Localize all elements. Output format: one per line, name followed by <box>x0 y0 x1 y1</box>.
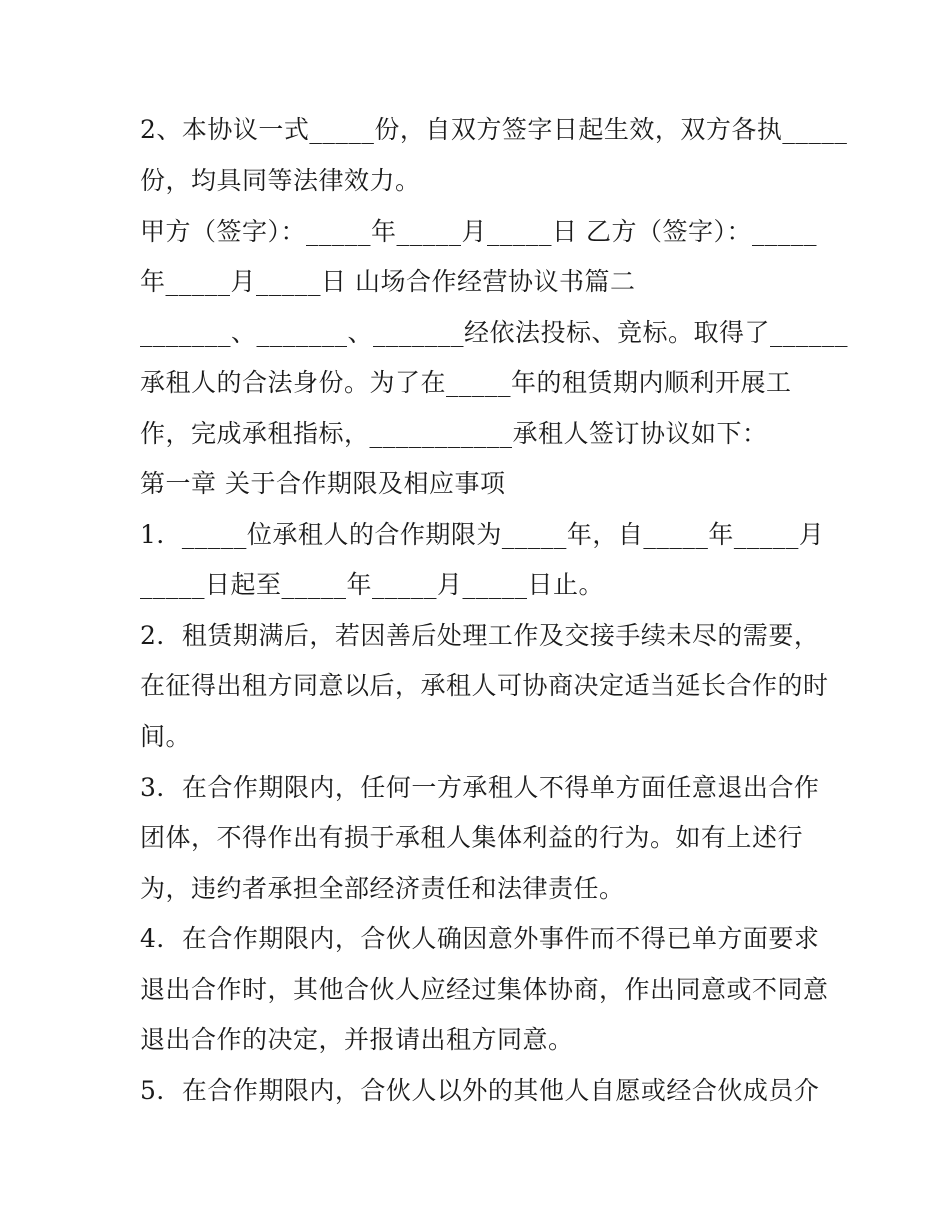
text-line: 年_____月_____日 山场合作经营协议书篇二 <box>140 267 636 296</box>
text-line: 作，完成承租指标，___________承租人签订协议如下： <box>140 419 768 448</box>
text-line: 退出合作的决定，并报请出租方同意。 <box>140 1025 574 1054</box>
text-line: 5．在合作期限内，合伙人以外的其他人自愿或经合伙成员介 <box>140 1076 820 1105</box>
text-line: 间。 <box>140 722 192 751</box>
text-line: 在征得出租方同意以后，承租人可协商决定适当延长合作的时 <box>140 671 829 700</box>
text-line: 2．租赁期满后，若因善后处理工作及交接手续未尽的需要， <box>140 621 820 650</box>
text-line: 团体，不得作出有损于承租人集体利益的行为。如有上述行 <box>140 823 804 852</box>
text-line: 为，违约者承担全部经济责任和法律责任。 <box>140 874 625 903</box>
text-line: 份，均具同等法律效力。 <box>140 166 421 195</box>
text-line: _____日起至_____年_____月_____日止。 <box>140 570 605 599</box>
text-line: _______、_______、_______经依法投标、竞标。取得了______ <box>140 318 849 347</box>
text-line: 退出合作时，其他合伙人应经过集体协商，作出同意或不同意 <box>140 975 829 1004</box>
text-line: 甲方（签字）：_____年_____月_____日 乙方（签字）：_____ <box>140 217 817 246</box>
text-line: 2、本协议一式_____份，自双方签字日起生效，双方各执_____ <box>140 115 848 144</box>
section-heading: 第一章 关于合作期限及相应事项 <box>140 469 506 498</box>
text-line: 承租人的合法身份。为了在_____年的租赁期内顺利开展工 <box>140 368 792 397</box>
text-line: 3．在合作期限内，任何一方承租人不得单方面任意退出合作 <box>140 773 820 802</box>
text-line: 4．在合作期限内，合伙人确因意外事件而不得已单方面要求 <box>140 924 820 953</box>
text-line: 1．_____位承租人的合作期限为_____年，自_____年_____月 <box>140 520 825 549</box>
